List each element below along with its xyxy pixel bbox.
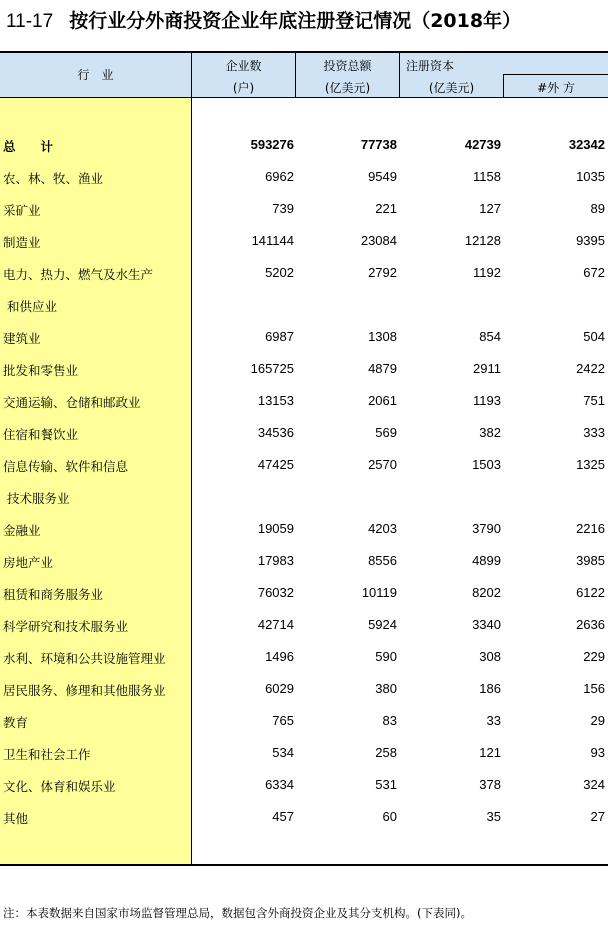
table-row	[0, 354, 608, 386]
row-label: 文化、体育和娱乐业	[3, 779, 116, 794]
table-row	[0, 706, 608, 738]
cell-foreign: 6122	[576, 585, 605, 600]
cell-foreign: 29	[590, 713, 605, 728]
cell-enterprises: 165725	[250, 361, 294, 376]
table-row	[0, 546, 608, 578]
table-row	[0, 578, 608, 610]
cell-foreign: 156	[583, 681, 605, 696]
table-row	[0, 450, 608, 482]
table-row	[0, 642, 608, 674]
cell-foreign: 504	[583, 329, 605, 344]
table-row	[0, 738, 608, 770]
cell-foreign: 3985	[576, 553, 605, 568]
cell-investment: 10119	[361, 585, 397, 600]
table-row	[0, 194, 608, 226]
cell-foreign: 229	[583, 649, 605, 664]
cell-registered: 42739	[464, 137, 501, 152]
page-title	[6, 6, 521, 33]
cell-registered: 2911	[473, 361, 501, 376]
table-row	[0, 130, 608, 162]
cell-enterprises: 47425	[257, 457, 294, 472]
cell-registered: 121	[479, 745, 501, 760]
cell-foreign: 1035	[576, 169, 605, 184]
row-label: 电力、热力、燃气及水生产	[3, 267, 154, 282]
cell-investment: 590	[375, 649, 397, 664]
cell-registered: 127	[479, 201, 501, 216]
cell-investment: 2570	[368, 457, 397, 472]
cell-foreign: 32342	[568, 137, 605, 152]
row-label: 制造业	[3, 235, 41, 250]
cell-investment: 569	[375, 425, 397, 440]
row-label: 信息传输、软件和信息	[3, 459, 129, 474]
table-number: 11-17	[6, 11, 54, 32]
header-registered-unit: (亿美元)	[428, 81, 475, 95]
cell-investment: 23084	[360, 233, 397, 248]
cell-investment: 8556	[368, 553, 397, 568]
footnote: 注：本表数据来自国家市场监督管理总局，数据包含外商投资企业及其分支机构。(下表同)。	[3, 906, 472, 920]
row-label: 建筑业	[3, 331, 41, 346]
cell-registered: 382	[479, 425, 501, 440]
cell-enterprises: 76032	[257, 585, 294, 600]
cell-enterprises: 13153	[257, 393, 294, 408]
row-label: 采矿业	[3, 203, 41, 218]
cell-investment: 83	[382, 713, 397, 728]
cell-foreign: 9395	[576, 233, 605, 248]
col-divider-3	[399, 53, 400, 97]
row-label: 住宿和餐饮业	[3, 427, 79, 442]
cell-registered: 35	[486, 809, 501, 824]
cell-registered: 12128	[464, 233, 501, 248]
cell-enterprises: 6029	[265, 681, 294, 696]
cell-enterprises: 19059	[257, 521, 294, 536]
table-row	[0, 258, 608, 290]
bottom-rule	[0, 864, 608, 866]
header-registered: 注册资本	[406, 59, 455, 73]
row-label: 批发和零售业	[3, 363, 79, 378]
cell-foreign: 1325	[576, 457, 605, 472]
cell-enterprises: 5202	[265, 265, 294, 280]
cell-enterprises: 42714	[257, 617, 294, 632]
cell-registered: 186	[479, 681, 501, 696]
header-foreign: #外 方	[537, 81, 575, 95]
row-label: 和供应业	[7, 299, 58, 314]
row-label: 农、林、牧、渔业	[3, 171, 104, 186]
cell-investment: 380	[375, 681, 397, 696]
table-row	[0, 162, 608, 194]
table-row	[0, 386, 608, 418]
cell-registered: 1503	[472, 457, 501, 472]
table-row	[0, 482, 608, 514]
cell-registered: 1192	[473, 265, 501, 280]
col-divider-2	[295, 53, 296, 97]
row-label: 技术服务业	[7, 491, 70, 506]
cell-foreign: 333	[583, 425, 605, 440]
row-label: 水利、环境和公共设施管理业	[3, 651, 166, 666]
cell-enterprises: 457	[272, 809, 294, 824]
col-divider-4	[503, 74, 504, 97]
cell-foreign: 2216	[576, 521, 605, 536]
row-label: 教育	[3, 715, 29, 730]
cell-enterprises: 534	[272, 745, 294, 760]
table-row	[0, 674, 608, 706]
cell-registered: 33	[486, 713, 501, 728]
cell-foreign: 672	[583, 265, 605, 280]
cell-foreign: 27	[590, 809, 605, 824]
table-title: 按行业分外商投资企业年底注册登记情况（2018年）	[69, 10, 522, 32]
cell-investment: 77738	[360, 137, 397, 152]
table-row	[0, 514, 608, 546]
cell-enterprises: 1496	[265, 649, 294, 664]
header-enterprises-unit: (户)	[232, 81, 255, 95]
cell-enterprises: 739	[272, 201, 294, 216]
cell-foreign: 751	[583, 393, 605, 408]
cell-registered: 1193	[473, 393, 501, 408]
header-sub-rule	[504, 74, 608, 75]
cell-enterprises: 6962	[265, 169, 294, 184]
cell-investment: 2061	[368, 393, 397, 408]
cell-foreign: 2422	[576, 361, 605, 376]
row-label: 租赁和商务服务业	[3, 587, 104, 602]
table-row	[0, 290, 608, 322]
row-label: 卫生和社会工作	[3, 747, 91, 762]
cell-investment: 2792	[368, 265, 397, 280]
table-row	[0, 610, 608, 642]
cell-registered: 308	[479, 649, 501, 664]
cell-investment: 4203	[368, 521, 397, 536]
header-investment-unit: (亿美元)	[324, 81, 371, 95]
cell-enterprises: 17983	[257, 553, 294, 568]
cell-investment: 531	[375, 777, 397, 792]
cell-registered: 3790	[472, 521, 501, 536]
row-label: 居民服务、修理和其他服务业	[3, 683, 166, 698]
table-row	[0, 770, 608, 802]
cell-foreign: 89	[590, 201, 605, 216]
cell-investment: 4879	[368, 361, 397, 376]
row-label: 交通运输、仓储和邮政业	[3, 395, 141, 410]
table-row	[0, 226, 608, 258]
cell-investment: 1308	[368, 329, 397, 344]
cell-enterprises: 765	[272, 713, 294, 728]
header-industry: 行 业	[77, 68, 114, 82]
header-enterprises: 企业数	[225, 59, 262, 73]
cell-investment: 258	[375, 745, 397, 760]
cell-registered: 854	[479, 329, 501, 344]
cell-investment: 221	[375, 201, 397, 216]
cell-registered: 4899	[472, 553, 501, 568]
cell-foreign: 324	[583, 777, 605, 792]
cell-registered: 3340	[472, 617, 501, 632]
cell-registered: 8202	[472, 585, 501, 600]
cell-enterprises: 34536	[257, 425, 294, 440]
header-investment: 投资总额	[323, 59, 372, 73]
row-label: 房地产业	[3, 555, 54, 570]
row-label: 总 计	[3, 139, 54, 154]
cell-investment: 60	[382, 809, 397, 824]
row-label: 科学研究和技术服务业	[3, 619, 129, 634]
cell-registered: 1158	[473, 169, 501, 184]
cell-registered: 378	[479, 777, 501, 792]
cell-enterprises: 141144	[251, 233, 294, 248]
row-label: 金融业	[3, 523, 41, 538]
cell-foreign: 2636	[576, 617, 605, 632]
cell-investment: 9549	[368, 169, 397, 184]
row-label: 其他	[3, 811, 29, 826]
cell-enterprises: 593276	[250, 137, 294, 152]
cell-foreign: 93	[590, 745, 605, 760]
cell-enterprises: 6987	[265, 329, 294, 344]
table-row	[0, 418, 608, 450]
table-row	[0, 322, 608, 354]
cell-investment: 5924	[368, 617, 397, 632]
table-row	[0, 802, 608, 834]
cell-enterprises: 6334	[265, 777, 294, 792]
